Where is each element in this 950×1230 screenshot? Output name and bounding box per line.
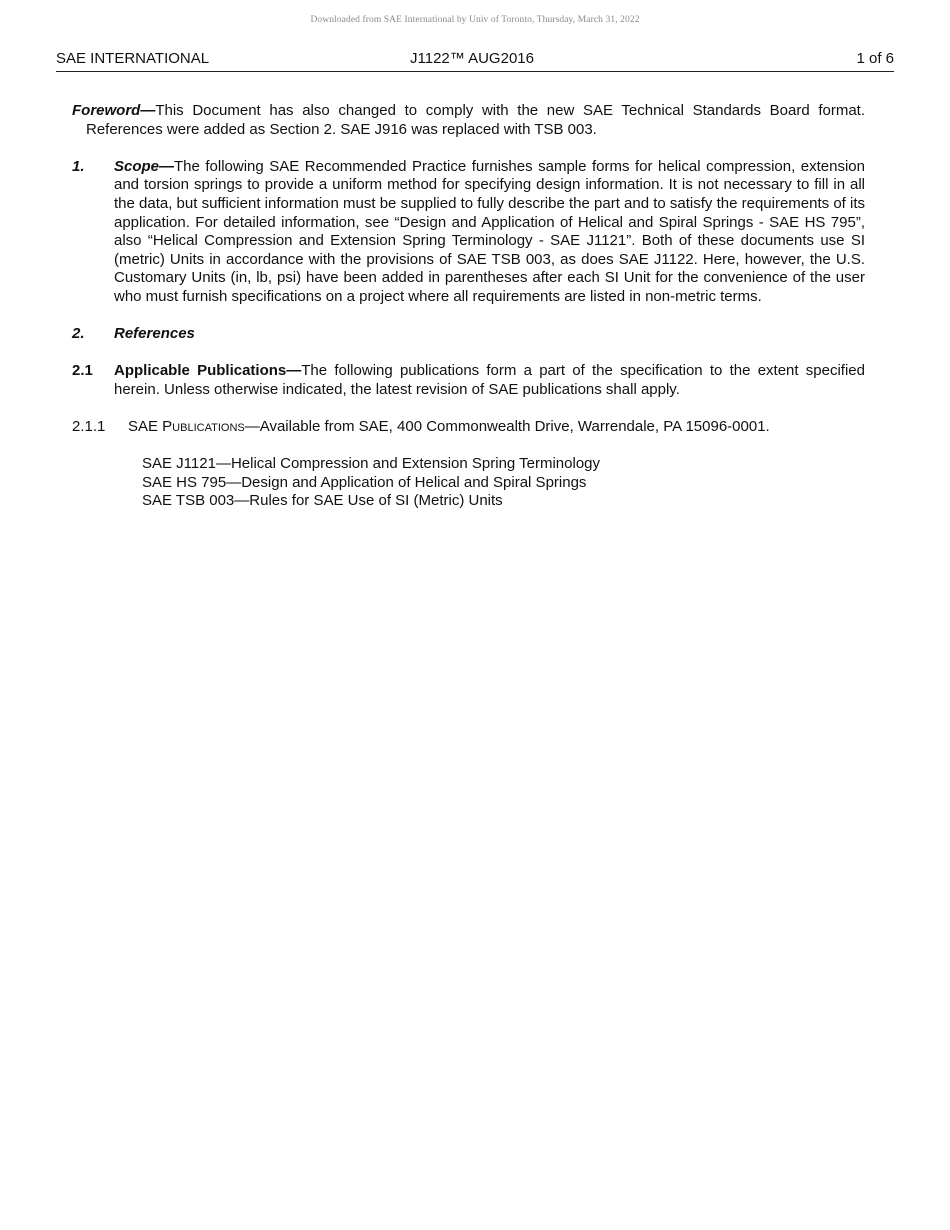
header-page-number: 1 of 6 <box>856 50 894 67</box>
list-item: SAE TSB 003—Rules for SAE Use of SI (Metric) Units <box>142 492 503 510</box>
document-body <box>72 102 865 511</box>
foreword-paragraph <box>72 102 865 139</box>
applicable-publications-number: 2.1 <box>72 362 93 380</box>
scope-heading: Scope— <box>114 157 175 175</box>
sae-publications-heading: SAE Publications <box>128 418 245 436</box>
publication-list <box>72 455 865 511</box>
applicable-publications-heading: Applicable Publications— <box>114 362 302 380</box>
list-item: SAE J1121—Helical Compression and Extension Spring Terminology <box>142 455 601 473</box>
scope-section <box>72 158 865 307</box>
header-doc-id: J1122™ AUG2016 <box>410 50 534 67</box>
sae-publications-text: —Available from SAE, 400 Commonwealth Drive, Warrendale, PA 15096-0001. <box>244 418 770 436</box>
scope-number: 1. <box>72 157 85 175</box>
header-org: SAE INTERNATIONAL <box>56 50 210 67</box>
list-item: SAE HS 795—Design and Application of Helical and Spiral Springs <box>142 473 587 491</box>
foreword-heading: Foreword— <box>72 102 156 119</box>
applicable-publications-section <box>72 362 865 399</box>
references-section <box>72 325 865 344</box>
sae-publications-number: 2.1.1 <box>72 418 106 436</box>
scope-text: The following SAE Recommended Practice furnishes sample forms for helical compression, extension and torsion springs to provide a uniform method for specifying design information. It is not necessary to fill in all the data, but sufficient information must be supplied to fully describe the part and to satisfy the requirements of its application. For detailed information, see “Design and Application of Helical and Spiral Springs - SAE HS 795”, also “Helical Compression and Extension Spring Terminology - SAE J1121”. Both of these documents use SI (metric) Units in accordance with the provisions of SAE TSB 003, as does SAE J1122. Here, however, the U.S. Customary Units (in, lb, psi) have been added in parentheses after each SI Unit for the convenience of the user who must furnish specifications on a project where all requirements are listed in non-metric terms. <box>114 157 865 305</box>
sae-publications-section <box>72 418 865 437</box>
references-number: 2. <box>72 325 85 343</box>
foreword-text: This Document has also changed to comply with the new SAE Technical Standards Board format. References were added as Section 2. SAE J916 was replaced with TSB 003. <box>86 102 865 138</box>
page-header <box>56 49 894 72</box>
applicable-publications-text: The following publications form a part of the specification to the extent specified herein. Unless otherwise indicated, the latest revision of SAE publications shall apply. <box>114 362 865 398</box>
download-watermark: Downloaded from SAE International by Univ of Toronto, Thursday, March 31, 2022 <box>310 15 640 25</box>
references-heading: References <box>114 325 195 343</box>
